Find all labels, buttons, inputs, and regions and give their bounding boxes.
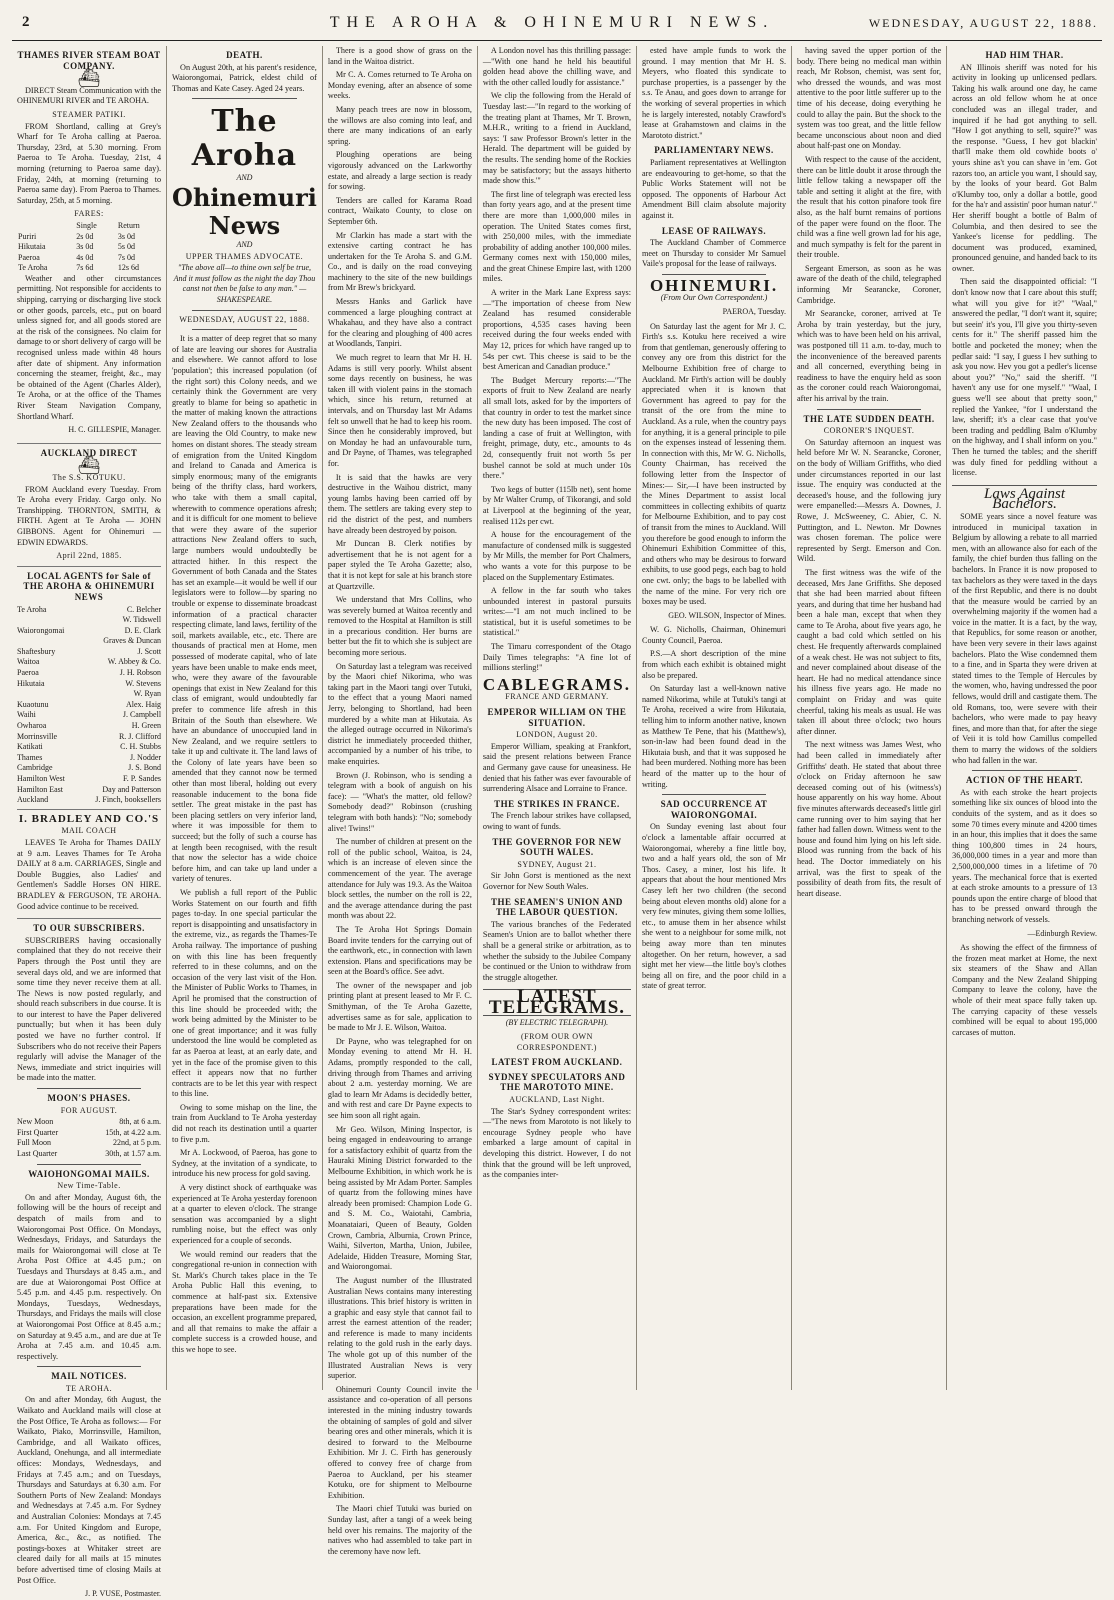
paragraph: A very distinct shock of earthquake was experienced at Te Aroha yesterday forenoon at a quarter to eleven o'clock. The strange sensation was accompanied by a slight rumbling noise, but the effect was only experienced for a couple of seconds. — [172, 1183, 317, 1245]
section-heading: LATEST FROM AUCKLAND. — [491, 1057, 623, 1068]
divider — [37, 1088, 141, 1089]
paragraph: Two kegs of butter (115lb net), sent home by Mr Walter Crump, of Tikorangi, and sold at Liverpool at the beginning of the year, realised 112s per cwt. — [482, 484, 631, 526]
section-heading: PARLIAMENTARY NEWS. — [654, 145, 774, 156]
paragraph: The various branches of the Federated Seamen's Union are to ballot whether there shall be a general strike or arbitration, as to whether the subsidy to the Jubilee Company be continued or the Union to withdraw from the struggle altogether. — [482, 919, 631, 982]
paragraph: ested have ample funds to work the ground. I may mention that Mr H. S. Meyers, who floated this syndicate to purchase properties, is a passenger by the s.s. Te Anau, and goes down to arrange for the working of several properties in which he is largely interested, notably Crawford's lease at Grahamstown and claims in the Marototo district." — [642, 46, 787, 140]
fare-row — [17, 242, 161, 253]
paragraph: having saved the upper portion of the body. There being no medical man within reach, Mr Robson, chemist, was sent for, who dressed the wounds, and was most attentive to the poor little sufferer up to the time of his decease, doing everything he could to allay the pain. But the shock to the system was too great, and the little fellow became unconscious about noon and died about half-past one on Monday. — [797, 46, 942, 151]
moon-row-label: New Moon — [17, 1117, 54, 1127]
section-subheading: (From Our Own Correspondent.) — [660, 293, 768, 303]
paragraph: Many peach trees are now in blossom, the willows are also coming into leaf, and there are many indications of an early spring. — [327, 104, 472, 146]
agent-row-value: H. Green — [131, 721, 162, 731]
paragraph: The first witness was the wife of the deceased, Mrs Jane Griffiths. She deposed that she had been married about fifteen years, and during that time her husband had been a hale man, except that when they came to Te Aroha, about five years ago, he caught a bad cold which settled on his chest. He frequently afterwards complained of a weak chest. He was not subject to fits, and never complained about disease of the heart. He had no medical attendance since his illness five years ago. He made no complaint on Friday and was quite cheerful, taking his meals as usual. He was taken ill about three o'clock; two hours after dinner. — [797, 567, 942, 736]
paragraph: The Timaru correspondent of the Otago Daily Times telegraphs: "A fine lot of millions sterling!" — [482, 642, 631, 673]
columns — [12, 46, 1102, 1599]
paragraph: AN Illinois sheriff was noted for his activity in looking up unlicensed pedlars. Taking his walk around one day, he came across an old fellow whom he at once concluded was an illegal trader, and inquired if he had got anything to sell. "How I got anything to sell, squire?" was the response. "Guess, I hev got blackin' that'll make them old cowhide boots o' yours shine as't you can shave in 'em. Got razors too, an article you want, I should say, by the looks of your beard. Got Balm o'Klumby too, only a dollar a bottle, good for the ha'r and assistin' poor human natur'." Her sheriff bought a bottle of Balm of Columbia, and then desired to see the Yankee's license for peddling. The document was produced, examined, pronounced genuine, and handed back to its owner. — [952, 62, 1097, 273]
agent-row — [17, 774, 161, 785]
nameplate-line-1: The Aroha — [191, 104, 298, 174]
issue-date: WEDNESDAY, AUGUST 22, 1888. — [868, 16, 1098, 30]
moon-row-label: Last Quarter — [17, 1149, 58, 1158]
agent-row — [17, 615, 161, 626]
attribution: —Edinburgh Review. — [1027, 928, 1097, 938]
section-subheading: FOR AUGUST. — [60, 1105, 118, 1115]
divider — [192, 98, 297, 99]
paragraph: Then said the disappointed official: "I don't know now that I care about this stuff; what will you give for it?" "Waal," answered the pedlar, "I don't want it, squire; but seein' it's you, I'll give you thirty-seven cents for it." The sheriff passed him the bottle and pocketed the money; when the pedlar said: "I say, I guess I hev suthing to ask you now. Hev you got a pedler's license about you?" "No," said the sheriff. "I haven't any use for one myself." "Waal, I guess we'll see about that pretty soon," replied the Yankee, "for I understand the law, sheriff; it's a clear case that you've been trading and peddling Balm o'Klumby on the highway, and I shall inform on you." Then he turned the tables; and the sheriff was duly fined for peddling without a license. — [952, 277, 1097, 478]
paragraph: The French labour strikes have collapsed, owing to want of funds. — [482, 811, 631, 831]
fare-col: Return — [117, 220, 140, 230]
agent-row-label: Shaftesbury — [17, 646, 56, 656]
agent-row-label: Waiorongomai — [17, 625, 65, 635]
section-heading: THE LATE SUDDEN DEATH. — [803, 413, 935, 424]
local-agents — [17, 571, 161, 810]
section-subheading: TE AROHA. — [65, 1383, 113, 1393]
agent-row-label: Auckland — [17, 795, 49, 805]
section-heading: SYDNEY SPECULATORS AND THE MAROTOTO MINE. — [488, 1071, 626, 1093]
paragraph: We much regret to learn that Mr H. H. Adams is still very poorly. Whilst absent some days recently on business, he was taken ill with violent pains in the stomach which, since his return, returned at intervals, and on Thursday last Mr Adams felt so unwell that he had to keep his room. Since then he considerably improved, but on Monday he had an unfavourable turn, and Dr Payne, of Thames, was telegraphed for. — [327, 353, 472, 468]
nameplate-subtitle: UPPER THAMES ADVOCATE. — [185, 251, 304, 261]
moon-row-value: 8th, at 6 a.m. — [119, 1117, 162, 1127]
fares-header-row — [17, 221, 161, 232]
section-heading: WAIOHONGOMAI MAILS. — [28, 1168, 150, 1179]
agent-row-value: J. H. Robson — [119, 668, 162, 678]
steamship-icon: ⛴ — [77, 68, 101, 89]
column-2 — [167, 46, 323, 1390]
dateline: AUCKLAND, Last Night. — [509, 1095, 605, 1105]
section-heading: DEATH. — [226, 50, 263, 60]
paragraph: A fellow in the far south who takes unbounded interest in pastoral pursuits writes:—"I am not much inclined to be statistical, but it is useful sometimes to be statistical." — [482, 586, 631, 638]
latest-telegrams-heading: LATEST TELEGRAMS. — [483, 989, 631, 1016]
agent-row-value: W. Abbey & Co. — [107, 657, 162, 667]
agent-row-value: J. Finch, booksellers — [95, 795, 162, 805]
moon-row-value: 30th, at 1.57 a.m. — [105, 1149, 162, 1158]
signature: GEO. WILSON, Inspector of Mines. — [668, 610, 787, 620]
thames-steam-ad — [17, 50, 161, 444]
paragraph: A house for the encouragement of the manufacture of condensed milk is suggested by Mr Mills, the member for Port Chalmers, who wants a vote for this purpose to be placed on the Supplementary Estimates. — [482, 530, 631, 582]
paragraph: Emperor William, speaking at Frankfort, said the present relations between France and Germany gave cause for uneasiness. He denied that his father was ever favourable of surrendering Alsace and Lorraine to France. — [482, 741, 631, 794]
agent-row-label: Hikutaia — [17, 678, 45, 688]
agent-row-value: W. Ryan — [133, 689, 162, 699]
paragraph: P.S.—A short description of the mine from which each exhibit is obtained might also be prepared. — [642, 649, 787, 680]
paragraph: Ploughing operations are being vigorously advanced on the Larkworthy estate, and already a large section is ready for sowing. — [327, 150, 472, 192]
column-7 — [947, 46, 1102, 1390]
fare-cell: 2s 0d — [76, 231, 94, 241]
news-paragraphs — [483, 46, 631, 674]
newspaper-title: THE AROHA & OHINEMURI NEWS. — [329, 14, 775, 31]
agent-row-value: Alex. Haig — [125, 699, 162, 709]
paragraph: The Star's Sydney correspondent writes:—"The news from Marototo is not likely to encourage Sydney people who have embarked a large amount of capital in developing this district. However, I do not think that the ground will be left unproved, as the companies inter- — [482, 1106, 631, 1180]
agent-row — [17, 605, 161, 616]
schedule: FROM Shortland, calling at Grey's Wharf for Te Aroha calling at Paeroa. Thursday, 23rd, at 5.30 morning. From Paeroa to Te Aroha. Tuesday, 21st, 4 morning (returning to Paeroa same day). Friday, 24th, at morning (returning to Paeroa same day). From Paeroa to Thames. Saturday, 25th, at 5 morning. — [17, 121, 162, 205]
paragraph: On Saturday last a well-known native named Nikorima, while at Tutuki's tangi at Te Aroha, received a wire from Hikutaia, telling him to inform another native, known as Matthew Te Pene, that his (Matthew's), son-in-law had been found dead in the Hikutaia bush, and that it was supposed he had been murdered. Nothing more has been heard of the matter up to the hour of writing. — [642, 684, 787, 789]
fare-cell: 3s 0d — [76, 242, 94, 252]
moon-row — [17, 1138, 161, 1149]
agent-row-label: Waihi — [17, 710, 36, 720]
divider — [972, 770, 1077, 771]
paragraph: The Maori chief Tutuki was buried on Sunday last, after a tangi of a week being held over his remains. The majority of the natives who had assembled to take part in the ceremony have now left. — [327, 1504, 472, 1556]
masthead — [12, 6, 1102, 41]
agent-row-value: D. E. Clark — [124, 625, 162, 635]
moon-row-label: First Quarter — [17, 1127, 59, 1137]
paragraph: Mr Geo. Wilson, Mining Inspector, is being engaged in endeavouring to arrange for a satisfactory exhibit of quartz from the Hauraki Mining District forwarded to the Melbourne Exhibition, in which work he is being assisted by Mr Adam Porter. Samples of quartz from the following mines have already been promised: Champion Lode G. and S. M. Co., Waiotahi, Cambria, Moanataiari, Queen of Beauty, Golden Crown, Cambria, Alburnia, Crown Prince, Waihi, Silverton, Martha, Union, Jubilee, Adelaide, Hidden Treasure, Morning Star, and Waiorongomai. — [327, 1124, 472, 1272]
paragraph: We would remind our readers that the congregational re-union in connection with St. Mark's Church takes place in the Te Aroha Public Hall this evening, to commence at half-past six. Extensive preparations have been made for the occasion, an excellent programme prepared, and all that remains to make the affair a complete success is a crowded house, and this we hope to see. — [172, 1249, 317, 1354]
paragraph: Mr A. Lockwood, of Paeroa, has gone to Sydney, at the invitation of a syndicate, to introduce his new process for gold saving. — [172, 1148, 317, 1179]
paragraph: On and after Monday, August 6th, the following will be the hours of receipt and despatch of mails from and to Waiorongomai Post Office. On Mondays, Wednesdays, Fridays, and Saturdays the mails for Waiorongomai will close at Te Aroha Post Office at 4.45 p.m.; on Tuesdays and Thursdays at 8.45 a.m., and are due at Waiorongomai Post Office at 5.45 p.m. and 4.45 p.m. respectively. On Mondays, Tuesdays, Wednesdays, Thursdays, and Fridays the mails will close at Waiorongomai Post Office at 8.45 a.m.; on Saturday at 9.45 a.m., and are due at Te Aroha at 7.45 a.m. and 10.45 a.m. respectively. — [17, 1192, 162, 1361]
ad-heading: LOCAL AGENTS for Sale of THE AROHA & OHINEMURI NEWS — [23, 570, 155, 602]
divider — [192, 329, 297, 330]
ad-body: LEAVES Te Aroha for Thames DAILY at 9 a.m. Leaves Thames for Te Aroha DAILY at 8 a.m. CARRIAGES, Single and Double Buggies, also Ladies' and Gentlemen's Saddle Horses ON HIRE. BRADLEY & FERGUSON, TE AROHA. Good advice continue to be received. — [17, 837, 162, 911]
news-paragraphs — [642, 46, 786, 141]
paragraph: SUBSCRIBERS having occasionally complained that they do not receive their Papers through the Post until they are several days old, and we are informed that some time they never receive them at all. The News is now posted regularly, and should reach subscribers in due course. It is to our interest to have the Paper delivered punctually; but when it has been duly posted we have no further control. If Subscribers who do not receive their Papers regularly will advise the Manager of the News, immediate and strict inquiries will be made into the matter. — [17, 935, 162, 1083]
divider — [37, 1164, 141, 1165]
paragraph: It is a matter of deep regret that so many of late are leaving our shores for Australia and elsewhere. We cannot afford to lose 'population'; this increased population (of the right sort) this Colony needs, and we certainly think the Government are very greatly to blame for being so apathetic in the matter of making known the attractions New Zealand offers to the thousands who are leaving the Old Country, to make new homes on distant shores. The steady stream of emigration from the United Kingdom and Ireland to Canada and America is simply enormous; many of the emigrants being of the thrifty class, hard workers, who take with them a small capital, wherewith to commence operations afresh; and it is difficult for one moment to believe that were they aware of the superior attractions New Zealand offers to such, large numbers would undoubtedly be attracted hither. In this respect the Government of both Canada and the States has set an example—it would be well if our legislators were to follow—by sparing no trouble or expense to disseminate broadcast information of a practical character respecting climate, land laws, fertility of the soil, markets available, etc., etc. There are thousands of practical men at Home, men possessed of moderate capital, who of late years have been unable to make ends meet, who, were they aware of the favourable openings that exist in New Zealand for this class of emigrant, would undoubtedly far prefer to commence life afresh in this Britain of the South than elsewhere. We have an abundance of unoccupied land in New Zealand, and we require settlers to take it up and cultivate it. The land laws of the Colony of late years have been so amended that they cannot now be termed other than most liberal, holding out every reasonable inducement to the bona fide settler. The great mistake in the past has been placing settlers on very inferior land, where it was impossible for them to succeed; but the folly of such a course has at length been recognised, with the result that now the selector has a wide choice before him, and can take up land under a variety of tenures. — [172, 334, 317, 884]
column-5 — [637, 46, 792, 1390]
fare-row — [17, 253, 161, 264]
agent-row-value: J. Scott — [137, 646, 162, 656]
paragraph: Tenders are called for Karama Road contract, Waikato County, to close on September 6th. — [327, 195, 472, 226]
paragraph: On Saturday afternoon an inquest was held before Mr W. N. Searancke, Coroner, on the body of William Griffiths, who died under circumstances reported in our last issue. The enquiry was conducted at the deceased's house, and the following jury were empanelled:—Messrs A. Downes, J. Rowe, J. McSweeney, C. Abier, C. N. Puttington, and L. Newton. Mr Downes was chosen foreman. The police were represented by Sergt. Emerson and Con. Wild. — [797, 437, 942, 564]
agent-row — [17, 795, 161, 806]
divider — [817, 409, 921, 410]
section-subheading: FRANCE AND GERMANY. — [505, 692, 609, 702]
agent-row-label: Cambridge — [17, 763, 53, 773]
section-heading: LEASE OF RAILWAYS. — [661, 225, 767, 236]
agent-row — [17, 636, 161, 647]
correspondent-note: (FROM OUR OWN CORRESPONDENT.) — [516, 1032, 597, 1052]
paragraph: As showing the effect of the firmness of the frozen meat market at Home, the next six steamers of the Shaw and Allan Company and the New Zealand Shipping Company to leave the colony, have the whole of their meat space fully taken up. The carrying capacity of these vessels combined will be equal to about 195,000 carcases of mutton. — [952, 943, 1097, 1037]
column-6 — [792, 46, 947, 1390]
ad-heading: AUCKLAND DIRECT — [40, 447, 138, 458]
agent-row — [17, 700, 161, 711]
paragraph: The first line of telegraph was erected less than forty years ago, and at the present time there are more than 1,000,000 miles in operation. The United States comes first, with 250,000 miles, with the immediate probability of adding another 100,000 miles. Germany comes next with 150,000 miles, and the great Chinese Empire last, with 1200 miles. — [482, 189, 631, 284]
agent-row — [17, 689, 161, 700]
moon-row — [17, 1117, 161, 1128]
ad-body: DIRECT Steam Communication with the OHINEMURI RIVER and TE AROHA. — [17, 85, 162, 106]
section-heading: THE GOVERNOR FOR NEW SOUTH WALES. — [492, 836, 622, 858]
paragraph: We understand that Mrs Collins, who was severely burned at Waitoa recently and removed to the Hospital at Hamilton is still in a precarious condition. Her burns are better but the fit to which she is subject are becoming more serious. — [327, 595, 472, 658]
agent-row — [17, 742, 161, 753]
fares-table — [17, 221, 161, 274]
paragraph: Mr C. A. Comes returned to Te Aroha on Monday evening, after an absence of some weeks. — [327, 70, 472, 101]
steamer-name: STEAMER PATIKI. — [52, 109, 126, 119]
agent-row-value: J. Nodder — [129, 752, 162, 762]
paragraph: W. G. Nicholls, Chairman, Ohinemuri County Council, Paeroa. — [642, 625, 787, 645]
agent-row — [17, 679, 161, 690]
ad-body: FROM Auckland every Tuesday. From Te Aroha every Friday. Cargo only. No Transhipping. THORNTON, SMITH, & FIRTH. Agent at Te Aroha — JOHN GIBBONS. Agent for Ohinemuri — EDWIN EDWARDS. — [17, 484, 162, 547]
section-heading: MOON'S PHASES. — [47, 1093, 131, 1104]
ad-date: April 22nd, 1885. — [56, 551, 122, 561]
agent-row — [17, 668, 161, 679]
agent-row-label: Waitoa — [17, 657, 40, 667]
nameplate-line-2: Ohinemuri News — [172, 182, 317, 240]
paragraph: A London novel has this thrilling passage:—"With one hand he held his beautiful golden head above the chilling wave, and with the other called loudly for assistance." — [482, 46, 631, 87]
paragraph: Mr Searancke, coroner, arrived at Te Aroha by train yesterday, but the jury, which was to have been held on his arrival, was postponed till 11 a.m. to-day, much to the inconvenience of the bereaved parents and all concerned, everything being in readiness to have the enquiry held as soon as the coroner could reach Waiorongomai, after his arrival by the train. — [797, 309, 942, 403]
column-1 — [12, 46, 167, 1599]
ad-heading: I. BRADLEY AND CO.'S — [18, 812, 160, 825]
paragraph: The Budget Mercury reports:—"The exports of fruit to New Zealand are nearly all small lots, asked for by the importers of that country in order to test the market since the new duty has been imposed. The cost of landing a case of fruit at Wellington, with freight, primage, duty, etc., amounts to 4s 2d, consequently fruit not worth 5s per bushel cannot be sold at much under 10s there." — [482, 375, 631, 481]
agent-row — [17, 721, 161, 732]
fare-cell: 4s 0d — [76, 252, 94, 262]
paragraph: On Saturday last the agent for Mr J. C. Firth's s.s. Kotuku here received a wire from that gentleman, generously offering to convey any ore from this district for the Melbourne Exhibition free of charge to Auckland. Mr Firth's action will be doubly appreciated when it is known that Government has agreed to pay for the transit of the ore from the mine to Auckland. As a rule, when the country pays for anything, it is a general principle to pile on the expenses instead of lessening them. In connection with this, Mr W. G. Nicholls, County Chairman, has received the following letter from the Inspector of Mines:— Sir,—I have been instructed by the Mines Department to assist local committees in collecting exhibits of quartz for Melbourne Exhibition, and to pay cost of transit from the mines to Auckland. Will you therefore be good enough to inform the Ohinemuri Exhibition Committee of this, and others who may be desirous to forward exhibits, to use good pegs, each bag to hold one cwt. only; the bags to be labelled with the name of the mine. For very rich ore boxes may be used. — [642, 321, 787, 607]
paragraph: A writer in the Mark Lane Express says:—"The importation of cheese from New Zealand has resumed considerable proportions, 4,535 cases having been received during the four weeks ended with May 12, prices for which have ranged up to 54s per cwt. This cheese is said to be the best American and Canadian produce." — [482, 288, 631, 372]
agent-row — [17, 753, 161, 764]
agents-list — [17, 605, 161, 806]
agent-row-value: C. Belcher — [126, 604, 162, 614]
ad-heading: THAMES RIVER STEAM BOAT COMPANY. — [17, 50, 161, 71]
dateline: LONDON, August 20. — [516, 730, 598, 740]
fares-heading: FARES: — [74, 209, 104, 219]
agent-row — [17, 626, 161, 637]
news-paragraphs — [328, 46, 472, 1557]
fare-cell: 7s 0d — [117, 252, 136, 262]
paragraph: Mr Clarkin has made a start with the extensive carting contract he has undertaken for the Te Aroha S. and G.M. Co., and is daily on the road conveying machinery to the site of the new buildings from Mr Brew's brickyard. — [327, 230, 472, 293]
dateline: PAEROA, Tuesday. — [722, 307, 787, 317]
agent-row-value: W. Tidswell — [122, 615, 162, 625]
paragraph: There is a good show of grass on the land in the Waitoa district. — [327, 46, 472, 66]
notice: Weather and other circumstances permitting. Not responsible for accidents to shipping, carrying or discharging live stock or other goods, parcels, etc., put on board unless signed for, and all goods stored are at the risk of the consignees. No claim for damage to or short delivery of cargo will be recognised unless made within 48 hours after date of shipment. Any information concerning the steamer, freight, &c., may be obtained of the Agent (Charles Alder), Te Aroha, or at the office of the Thames River Steam Navigation Company, Shortland Wharf. — [17, 273, 162, 421]
dateline: WEDNESDAY, AUGUST 22, 1888. — [179, 314, 310, 324]
agent-row-value: W. Stevens — [125, 678, 162, 688]
agent-row — [17, 763, 161, 774]
nameplate-and: AND — [236, 173, 253, 183]
fare-col: Single — [76, 220, 97, 230]
paragraph: We publish a full report of the Public Works Statement on our fourth and fifth pages to-day. In one special particular the report is disappointing and unsatisfactory in the extreme, viz., as regards the Thames-Te Aroha railway. The importance of pushing on with this line has been frequently referred to in these columns, and on the occasion of the very last visit of the Hon. the Minister of Public Works to Thames, in April he promised that the construction of this line should be proceeded with; the work being admitted by the Minister to be one of great importance; and it was fully understood the line would be completed as far as Paeroa at least, at an early date, and yet in the face of the promise given to this effect it appears now that no further contracts are to be let this year with respect to this line. — [172, 888, 317, 1099]
motto: "The above all—to thine own self be true, And it must follow as the night the day Thou canst not then be false to any man." —SHAKESPEARE. — [173, 263, 316, 304]
paragraph: Ohinemuri County Council invite the assistance and co-operation of all persons interested in the mining industry towards the obtaining of samples of gold and silver bearing ores and other minerals, which it is desired to forward to the Melbourne Exhibition. Mr J. C. Firth has generously offered to convey free of charge from Paeroa to Auckland, per his steamer Kotuku, ore for shipment to Melbourne Exhibition. — [327, 1384, 472, 1500]
paragraph: On Saturday last a telegram was received by the Maori chief Nikorima, who was taking part in the Maori tangi over Tutuki, to the effect that a young Maori named Jerry, belonging to Shortland, had been murdered by a white man at Hikutaia. As the alleged outrage occurred in Nikorima's district he immediately proceeded thither, accompanied by a number of his tribe, to make enquiries. — [327, 661, 472, 766]
moon-row — [17, 1149, 161, 1160]
agent-row-value: C. H. Stubbs — [120, 742, 162, 752]
fare-cell: Paeroa — [18, 252, 40, 262]
section-heading: MAIL NOTICES. — [51, 1371, 127, 1382]
fare-cell: 12s 6d — [117, 263, 140, 273]
agent-row-value: J. Campbell — [122, 710, 162, 720]
paragraph: Dr Payne, who was telegraphed for on Monday evening to attend Mr H. H. Adams, promptly responded to the call, driving through from Thames and arriving about 2 a.m. yesterday morning. We are glad to learn Mr Adams is decidedly better, and with rest and care Dr Payne expects to see him soon all right again. — [327, 1036, 472, 1120]
agent-row-label: Hamilton East — [17, 784, 63, 794]
paragraph: The number of children at present on the roll of the public school, Waitoa, is 24, which is an increase of eleven since the commencement of the year. The average attendance for July was 19.3. As the Waitoa block settles, the number on the roll is 22, and the average attendance during the past month was about 22. — [327, 837, 472, 921]
section-subheading: (BY ELECTRIC TELEGRAPH). — [505, 1018, 609, 1028]
fare-row — [17, 263, 161, 274]
paragraph: The Te Aroha Hot Springs Domain Board invite tenders for the carrying out of the earthwork, etc., in connection with lawn extension. Plans and specifications may be seen at the Board's office. See advt. — [327, 924, 472, 977]
agent-row-label: Thames — [17, 752, 43, 762]
steamship-icon: ⛴ — [77, 455, 101, 476]
paragraph: The next witness was James West, who had been called in immediately after Griffiths' death. He stated that about three o'clock on Friday afternoon he saw deceased coming out of his (witness's) house apparently on his way home. About five minutes afterwards deceased's little girl came running over to him saying that her father had fallen down. Witness went to the house and found him lying on his left side. Blood was running from the back of his head. The Doctor immediately on his arrival, was the first to speak of the possibility of death from fits, the result of heart disease. — [797, 740, 942, 898]
agent-row-label: Kuaotunu — [17, 699, 49, 709]
fare-col — [17, 221, 75, 232]
paragraph: Brown (J. Robinson, who is sending a telegram with a book of anguish on his face): — "What's the matter, old fellow? Somebody dead?" Robinson (crushing telegram with both hands): "No; somebody alive! Twins!" — [327, 770, 472, 833]
section-heading: TO OUR SUBSCRIBERS. — [33, 923, 145, 934]
fare-cell: Hikutaia — [18, 242, 46, 252]
paragraph: The Auckland Chamber of Commerce meet on Thursday to consider Mr Samuel Vaile's proposal for the lease of railways. — [642, 238, 787, 269]
kotuku-ad — [17, 448, 161, 567]
column-3 — [323, 46, 478, 1556]
signature: J. P. VUSE, Postmaster. — [84, 1589, 162, 1599]
divider — [37, 1366, 141, 1367]
agent-row-value: Day and Patterson — [102, 784, 162, 794]
paragraph: Mr Duncan B. Clerk notifies by advertisement that he is not agent for a paper styled the Te Aroha Gazette; also, that it is not kept for sale at his branch store at Quartzville. — [327, 539, 472, 591]
moon-row — [17, 1128, 161, 1139]
section-subheading: New Time-Table. — [57, 1181, 121, 1191]
fare-cell: 5s 0d — [117, 242, 136, 252]
laws-heading: Laws Against Bachelors. — [952, 485, 1097, 510]
agent-row-value: Graves & Duncan — [103, 636, 162, 646]
paragraph: Parliament representatives at Wellington are endeavouring to get-home, so that the Public Works Statement will not be opposed. The opponents of Harbour Act Amendment Bill claim absolute majority against it. — [642, 157, 787, 220]
section-heading: EMPEROR WILLIAM ON THE SITUATION. — [487, 707, 627, 728]
fare-cell: 3s 0d — [117, 231, 136, 241]
agent-row-value: F. P. Sandes — [123, 774, 162, 783]
paragraph: On Sunday evening last about four o'clock a lamentable affair occurred at Waiorongomai, whereby a fine little boy, two and a half years old, the son of Mr Thos. Casey, a miner, lost his life. It appears that about the hour mentioned Mrs Casey left her two children (the second being about eleven months old) alone for a very few minutes, giving them some lollies, etc., to amuse them in her absence whilst she went to a neighbour for some milk, not being away more than ten minutes altogether. On her return, however, a sad sight met her view—the little boy's clothes being all on fire, and the poor child in a state of great terror. — [642, 822, 787, 991]
fare-cell: 7s 6d — [76, 263, 94, 273]
paragraph: It is said that the hawks are very destructive in the Waihou district, many young lambs having been carried off by them. The settlers are taking every step to rid the district of the pest, and numbers have already been destroyed by poison. — [327, 472, 472, 535]
agent-row-label: Hamilton West — [17, 774, 65, 783]
paragraph: SOME years since a novel feature was introduced in municipal taxation in Belgium by allowing a rebate to all married men, with an allowance also for each of the family, the chief burden thus falling on the bachelors. In France it is now proposed to tax bachelors as they were taxed in the days of the first Republic, and there is no doubt that the measure would be carried by an overwhelming majority if the women had a voice in the matter. It is a fact, by the way, that Republics, for some reason or another, have been very severe in their laws against bachelors. Plato the Wise condemned them to a fine, and in Sparta they were driven at stated times to the Temple of Hercules by the women, who, having undressed the poor fellows, would drill and castigate them. The old Romans, too, were severe with their bachelors, who were made to pay heavy fines, and more than that, for after the siege of Veii it is told how Camillus compelled them to marry the widows of the soldiers who had fallen in the war. — [952, 511, 1097, 765]
agent-row-value: J. S. Bond — [128, 763, 162, 773]
agent-row-value: R. J. Clifford — [118, 731, 162, 741]
section-heading: ACTION OF THE HEART. — [966, 775, 1084, 786]
paragraph: On August 20th, at his parent's residence, Waiorongomai, Patrick, eldest child of Thomas and Kate Casey. Aged 24 years. — [172, 62, 317, 93]
divider — [662, 274, 766, 275]
section-heading: THE STRIKES IN FRANCE. — [494, 798, 620, 809]
ship-name: The S.S. KOTUKU. — [52, 472, 126, 482]
agent-row — [17, 732, 161, 743]
agent-row-label: Katikati — [17, 742, 43, 752]
fare-row — [17, 232, 161, 243]
paragraph: Messrs Hanks and Garlick have commenced a large ploughing contract at Whakahau, and they have also a contract for the clearing and ploughing of 400 acres at Woodlands, Tanpiri. — [327, 297, 472, 349]
section-heading: HAD HIM THAR. — [985, 50, 1064, 60]
paragraph: On and after Monday, 6th August, the Waikato and Auckland mails will close at the Post Office, Te Aroha as follows:— For Waikato, Piako, Morrinsville, Hamilton, Cambridge, and all Waikato offices, Auckland, Onehunga, and all intermediate offices: Mondays, Wednesdays, and Fridays at 7.45 a.m.; and on Tuesdays, Thursdays and Saturdays at 6.30 a.m. For Southern Ports of New Zealand: Mondays and Wednesdays at 7.45 a.m. For Sydney and Australian Colonies: Mondays at 7.45 a.m. For United Kingdom and Europe, America, &c., &c., as notified. The postings-boxes at Whitaker street are cleared daily for all mails at 15 minutes before advertised time of closing Mails at Post Office. — [17, 1395, 162, 1585]
divider — [192, 310, 297, 311]
agent-row — [17, 710, 161, 721]
section-heading: SAD OCCURRENCE AT WAIORONGOMAI. — [660, 799, 768, 820]
paragraph: The owner of the newspaper and job printing plant at present leased to Mr F. C. Smithyman, of the Te Aroha Gazette, advertises same as for sale, application to be made to Mr J. E. Wilson, Waitoa. — [327, 980, 472, 1033]
paragraph: As with each stroke the heart projects something like six ounces of blood into the conduits of the system, and as it does so some 70 times every minute and 4200 times in an hour, this implies that it does the same thing 100,800 times in 24 hours, 36,000,000 times in a year and more than 2,500,000,000 times in a lifetime of 70 years. The mechanical force that is exerted at each stroke amounts to a pressure of 13 pounds upon the entire charge of blood that has to be pressed onward through the branching network of vessels. — [952, 787, 1097, 924]
page-number: 2 — [22, 14, 30, 30]
paragraph: Sergeant Emerson, as soon as he was aware of the death of the child, telegraphed informing Mr Searancke, Coroner, Cambridge. — [797, 263, 942, 305]
agent-row — [17, 647, 161, 658]
bradley-ad — [17, 814, 161, 919]
fare-cell: Te Aroha — [18, 263, 48, 273]
paragraph: The August number of the Illustrated Australian News contains many interesting illustrations. This brief history is written in a graphic and easy style that cannot fail to arrest the earnest attention of the reader; and reference is made to many incidents relating to the gold rush in the early days. The whole got up of this number of the Illustrated Australian News is very superior. — [327, 1275, 472, 1381]
agent-row-label: Morrinsville — [17, 731, 57, 741]
agent-row-label: Owharoa — [17, 721, 47, 731]
column-4 — [478, 46, 637, 1390]
agent-row — [17, 785, 161, 796]
paragraph: Owing to some mishap on the line, the train from Auckland to Te Aroha yesterday did not reach its destination until a quarter to five p.m. — [172, 1102, 317, 1144]
dateline: SYDNEY, August 21. — [517, 859, 597, 869]
moon-row-label: Full Moon — [17, 1138, 52, 1148]
fare-cell: Puriri — [18, 231, 37, 241]
paragraph: We clip the following from the Herald of Tuesday last:—"In regard to the working of the treating plant at Thames, Mr T. Brown, M.H.R., writing to a friend in Auckland, says: 'I saw Professor Brown's letter in the Herald. The department will be guided by the results. The sending home of the Rockies may be satisfactory; but the assays hitherto made show this.'" — [482, 91, 631, 186]
manager-signature: H. C. GILLESPIE, Manager. — [68, 425, 162, 435]
section-heading: THE SEAMEN'S UNION AND THE LABOUR QUESTION. — [491, 896, 623, 918]
moon-row-value: 22nd, at 5 p.m. — [113, 1138, 162, 1148]
agent-row-label: Te Aroha — [17, 604, 47, 614]
nameplate-and: AND — [236, 239, 253, 249]
agent-row — [17, 657, 161, 668]
paragraph: With respect to the cause of the accident, there can be little doubt it arose through the little fellow taking a newspaper off the table and setting it alight at the fire, with the result that his cotton pinafore took fire also, as the half burnt remains of portions of the paper were found on the floor. The child was a fine well grown lad for his age, and much sympathy is felt for the parent in their trouble. — [797, 154, 942, 260]
moon-list — [17, 1117, 161, 1159]
divider — [662, 794, 766, 795]
agent-row-label: Paeroa — [17, 668, 39, 678]
cablegrams-heading: CABLEGRAMS. — [482, 674, 631, 694]
ad-subheading: MAIL COACH — [61, 826, 117, 836]
ohinemuri-heading: OHINEMURI. — [649, 275, 779, 295]
section-subheading: CORONER'S INQUEST. — [823, 426, 915, 436]
paragraph: Sir John Gorst is mentioned as the next Governor for New South Wales. — [482, 871, 631, 891]
moon-row-value: 15th, at 4.22 a.m. — [105, 1127, 162, 1137]
